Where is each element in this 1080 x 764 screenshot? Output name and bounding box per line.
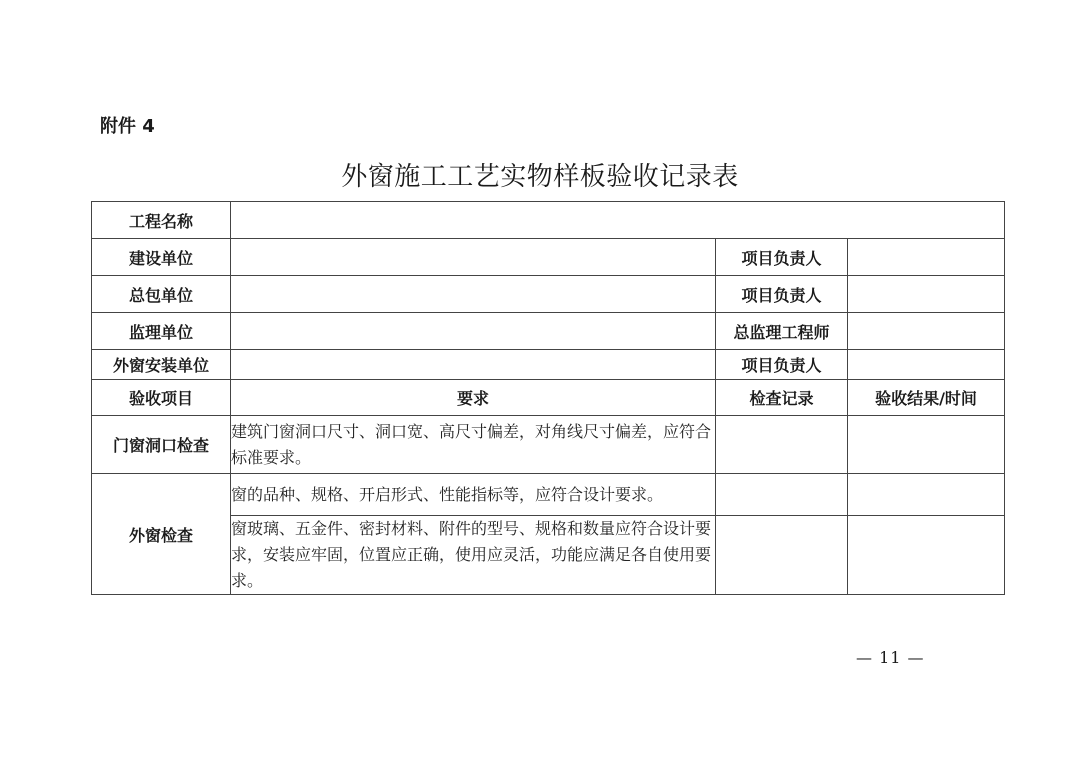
label-owner-manager: 项目负责人 <box>716 239 848 276</box>
row-general-contractor <box>92 276 1005 313</box>
row-supervisor <box>92 313 1005 350</box>
check-record-cell[interactable] <box>716 474 848 516</box>
form-title: 外窗施工工艺实物样板验收记录表 <box>341 162 739 192</box>
requirement-text: 窗的品种、规格、开启形式、性能指标等，应符合设计要求。 <box>231 474 716 516</box>
label-supervision-unit: 监理单位 <box>92 313 231 350</box>
value-installer-manager[interactable] <box>848 350 1005 380</box>
header-record: 检查记录 <box>716 380 848 416</box>
check-result-cell[interactable] <box>848 416 1005 474</box>
row-owner <box>92 239 1005 276</box>
check-record-cell[interactable] <box>716 516 848 595</box>
label-contractor-manager: 项目负责人 <box>716 276 848 313</box>
value-supervision-unit[interactable] <box>231 313 716 350</box>
header-requirement: 要求 <box>231 380 716 416</box>
check-row-window <box>92 474 1005 516</box>
requirement-text: 建筑门窗洞口尺寸、洞口宽、高尺寸偏差，对角线尺寸偏差，应符合标准要求。 <box>231 416 716 474</box>
value-project-name[interactable] <box>231 202 1005 239</box>
value-contractor-manager[interactable] <box>848 276 1005 313</box>
value-chief-supervisor[interactable] <box>848 313 1005 350</box>
attachment-label: 附件 4 <box>100 116 155 137</box>
acceptance-record-table <box>91 201 1005 595</box>
check-result-cell[interactable] <box>848 516 1005 595</box>
row-project-name <box>92 202 1005 239</box>
label-project-name: 工程名称 <box>92 202 231 239</box>
header-row <box>92 380 1005 416</box>
value-owner-unit[interactable] <box>231 239 716 276</box>
label-chief-supervisor: 总监理工程师 <box>716 313 848 350</box>
check-row-opening <box>92 416 1005 474</box>
value-window-installer[interactable] <box>231 350 716 380</box>
value-general-contractor[interactable] <box>231 276 716 313</box>
check-item-name: 外窗检查 <box>92 474 231 595</box>
label-installer-manager: 项目负责人 <box>716 350 848 380</box>
header-item: 验收项目 <box>92 380 231 416</box>
label-general-contractor: 总包单位 <box>92 276 231 313</box>
header-result: 验收结果/时间 <box>848 380 1005 416</box>
label-window-installer: 外窗安装单位 <box>92 350 231 380</box>
page-number: — 11 — <box>856 648 925 667</box>
value-owner-manager[interactable] <box>848 239 1005 276</box>
check-record-cell[interactable] <box>716 416 848 474</box>
row-window-installer <box>92 350 1005 380</box>
check-item-name: 门窗洞口检查 <box>92 416 231 474</box>
requirement-text: 窗玻璃、五金件、密封材料、附件的型号、规格和数量应符合设计要求，安装应牢固，位置应正确，使用应灵活，功能应满足各自使用要求。 <box>231 516 716 595</box>
check-result-cell[interactable] <box>848 474 1005 516</box>
label-owner-unit: 建设单位 <box>92 239 231 276</box>
